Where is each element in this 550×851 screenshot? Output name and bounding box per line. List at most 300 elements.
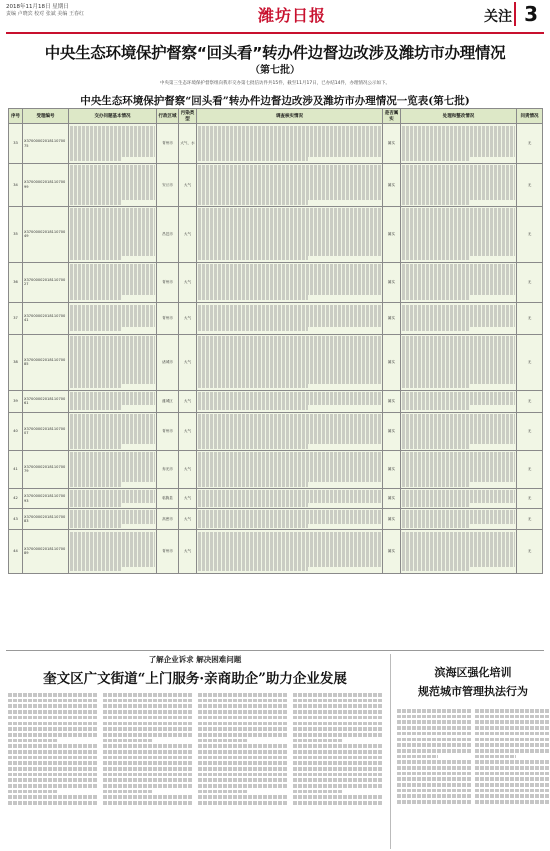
row-handling-text — [401, 412, 517, 450]
table-row — [9, 412, 543, 450]
illegible-text-line — [8, 733, 97, 737]
illegible-text-line — [70, 405, 121, 409]
table-row — [9, 390, 543, 412]
row-accountability: 无 — [517, 206, 543, 262]
illegible-text-line — [8, 727, 97, 731]
row-investigation-text — [197, 164, 383, 207]
row-accurate: 属实 — [383, 206, 401, 262]
masthead — [0, 0, 550, 40]
illegible-text-line — [293, 767, 382, 771]
illegible-text-line — [198, 727, 287, 731]
illegible-text-line — [103, 727, 192, 731]
row-issue-text — [69, 509, 157, 530]
illegible-text-line — [198, 767, 287, 771]
illegible-text-line — [293, 744, 382, 748]
row-area: 寿光市 — [157, 450, 179, 488]
row-case-code: X3700000201811070089 — [23, 529, 69, 573]
row-accurate: 属实 — [383, 412, 401, 450]
right-article-column-1 — [397, 707, 471, 847]
illegible-text-line — [103, 773, 192, 777]
illegible-text-line — [402, 405, 470, 409]
row-investigation-text — [197, 262, 383, 302]
illegible-text-line — [397, 743, 471, 747]
illegible-text-line — [397, 720, 471, 724]
illegible-text-line — [293, 733, 382, 737]
illegible-text-line — [397, 772, 471, 776]
row-accurate: 属实 — [383, 488, 401, 509]
row-handling-text — [401, 509, 517, 530]
row-accountability: 无 — [517, 529, 543, 573]
illegible-text-line — [397, 783, 471, 787]
illegible-text-line — [70, 503, 121, 507]
row-investigation-text — [197, 334, 383, 390]
illegible-text-line — [8, 710, 97, 714]
illegible-text-line — [293, 795, 382, 799]
illegible-text-line — [402, 444, 470, 448]
illegible-text-line — [70, 327, 121, 331]
illegible-text-line — [402, 157, 470, 161]
illegible-text-line — [103, 801, 192, 805]
illegible-text-line — [8, 767, 97, 771]
table-row — [9, 302, 543, 334]
illegible-text-line — [198, 790, 247, 794]
article-column-4 — [293, 691, 382, 849]
illegible-text-line — [397, 766, 471, 770]
illegible-text-line — [293, 784, 382, 788]
illegible-text-line — [8, 704, 97, 708]
illegible-text-line — [70, 200, 121, 204]
masthead-rule — [6, 32, 544, 34]
illegible-text-line — [475, 726, 549, 730]
illegible-text-line — [397, 800, 471, 804]
row-number: 36 — [9, 262, 23, 302]
col-header-area: 行政区域 — [157, 109, 179, 124]
row-investigation-text — [197, 509, 383, 530]
illegible-text-line — [103, 739, 152, 743]
col-header-accurate: 是否属实 — [383, 109, 401, 124]
illegible-text-line — [103, 704, 192, 708]
row-category: 大气 — [179, 529, 197, 573]
row-handling-text — [401, 302, 517, 334]
illegible-text-line — [475, 709, 549, 713]
illegible-text-line — [198, 733, 287, 737]
row-accountability: 无 — [517, 390, 543, 412]
row-issue-text — [69, 450, 157, 488]
illegible-text-line — [8, 795, 97, 799]
col-header-handling: 处理和整改情况 — [401, 109, 517, 124]
intro-notice: 中央第三生态环境保护督察组向我市交办第七批信访件共15件，截至11月17日，已办结14件，办理情况公示如下。 — [160, 81, 390, 86]
row-investigation-text — [197, 390, 383, 412]
row-issue-text — [69, 164, 157, 207]
illegible-text-line — [293, 739, 342, 743]
row-area: 潍城区 — [157, 390, 179, 412]
illegible-text-line — [475, 715, 549, 719]
row-handling-text — [401, 164, 517, 207]
left-article — [8, 654, 382, 849]
illegible-text-line — [70, 295, 121, 299]
illegible-text-line — [402, 256, 470, 260]
col-header-accountability: 问责情况 — [517, 109, 543, 124]
article-kicker: 了解企业诉求 解决困难问题 — [148, 655, 242, 664]
page-number: 3 — [514, 2, 538, 26]
illegible-text-line — [198, 405, 308, 409]
illegible-text-line — [475, 720, 549, 724]
row-number: 35 — [9, 206, 23, 262]
row-case-code: X3700000201811070061 — [23, 390, 69, 412]
illegible-text-line — [8, 801, 97, 805]
illegible-text-line — [70, 524, 121, 528]
illegible-text-line — [103, 699, 192, 703]
row-accurate: 属实 — [383, 164, 401, 207]
row-accountability: 无 — [517, 450, 543, 488]
illegible-text-line — [397, 715, 471, 719]
section-name: 关注 — [484, 9, 512, 25]
row-case-code: X3700000201811070093 — [23, 488, 69, 509]
illegible-text-line — [198, 784, 287, 788]
illegible-text-line — [70, 384, 121, 388]
illegible-text-line — [8, 756, 97, 760]
row-handling-text — [401, 529, 517, 573]
illegible-text-line — [198, 710, 287, 714]
illegible-text-line — [402, 327, 470, 331]
row-issue-text — [69, 390, 157, 412]
row-case-code: X3700000201811070085 — [23, 334, 69, 390]
illegible-text-line — [198, 699, 287, 703]
row-number: 41 — [9, 450, 23, 488]
row-case-code: X3700000201811070099 — [23, 164, 69, 207]
row-category: 大气 — [179, 450, 197, 488]
staff-line: 责编 卢晓宾 校对 张斌 美编 王春红 — [6, 11, 84, 17]
col-header-issue: 交办问题基本情况 — [69, 109, 157, 124]
illegible-text-line — [198, 744, 287, 748]
illegible-text-line — [402, 200, 470, 204]
illegible-text-line — [475, 755, 516, 759]
col-header-category: 污染类型 — [179, 109, 197, 124]
illegible-text-line — [293, 704, 382, 708]
illegible-text-line — [198, 795, 287, 799]
illegible-text-line — [198, 256, 308, 260]
illegible-text-line — [475, 777, 549, 781]
row-case-code: X3700000201811070041 — [23, 302, 69, 334]
article-column-2 — [103, 691, 192, 849]
illegible-text-line — [103, 756, 192, 760]
illegible-text-line — [397, 749, 471, 753]
illegible-text-line — [70, 482, 121, 486]
row-handling-text — [401, 262, 517, 302]
illegible-text-line — [103, 784, 192, 788]
illegible-text-line — [397, 760, 471, 764]
row-case-code: X3700000201811070007 — [23, 412, 69, 450]
table-row — [9, 488, 543, 509]
illegible-text-line — [198, 716, 287, 720]
row-area: 青州市 — [157, 124, 179, 164]
illegible-text-line — [475, 760, 549, 764]
illegible-text-line — [293, 750, 382, 754]
row-accountability: 无 — [517, 124, 543, 164]
right-article-title-line1: 滨海区强化培训 — [434, 666, 512, 679]
col-header-investigation: 调查核实情况 — [197, 109, 383, 124]
col-header-code: 受理编号 — [23, 109, 69, 124]
row-issue-text — [69, 412, 157, 450]
illegible-text-line — [293, 790, 342, 794]
illegible-text-line — [198, 773, 287, 777]
row-number: 42 — [9, 488, 23, 509]
illegible-text-line — [198, 524, 308, 528]
row-investigation-text — [197, 302, 383, 334]
row-number: 33 — [9, 124, 23, 164]
illegible-text-line — [8, 778, 97, 782]
illegible-text-line — [475, 738, 549, 742]
row-issue-text — [69, 302, 157, 334]
row-accountability: 无 — [517, 262, 543, 302]
illegible-text-line — [475, 732, 549, 736]
row-handling-text — [401, 334, 517, 390]
illegible-text-line — [198, 200, 308, 204]
row-category: 大气 — [179, 509, 197, 530]
row-accurate: 属实 — [383, 262, 401, 302]
right-article — [390, 654, 549, 849]
row-category: 大气 — [179, 390, 197, 412]
illegible-text-line — [293, 801, 382, 805]
illegible-text-line — [8, 744, 97, 748]
illegible-text-line — [293, 716, 382, 720]
illegible-text-line — [103, 767, 192, 771]
row-area: 昌邑市 — [157, 206, 179, 262]
row-accountability: 无 — [517, 334, 543, 390]
main-headline: 中央生态环境保护督察“回头看”转办件边督边改涉及潍坊市办理情况 — [44, 44, 506, 62]
row-handling-text — [401, 450, 517, 488]
row-case-code: X3700000201811070049 — [23, 206, 69, 262]
illegible-text-line — [103, 710, 192, 714]
row-category: 大气 — [179, 488, 197, 509]
illegible-text-line — [8, 773, 97, 777]
illegible-text-line — [8, 693, 97, 697]
row-number: 44 — [9, 529, 23, 573]
row-issue-text — [69, 262, 157, 302]
illegible-text-line — [475, 789, 549, 793]
illegible-text-line — [70, 256, 121, 260]
row-investigation-text — [197, 529, 383, 573]
illegible-text-line — [103, 790, 152, 794]
row-handling-text — [401, 206, 517, 262]
illegible-text-line — [402, 503, 470, 507]
dateline — [6, 4, 84, 18]
illegible-text-line — [198, 739, 247, 743]
row-area: 临朐县 — [157, 488, 179, 509]
illegible-text-line — [198, 384, 308, 388]
article-column-1 — [8, 691, 97, 849]
row-category: 大气 — [179, 262, 197, 302]
row-area: 安丘市 — [157, 164, 179, 207]
row-case-code: X3700000201811070079 — [23, 450, 69, 488]
illegible-text-line — [8, 699, 97, 703]
table-row — [9, 124, 543, 164]
table-row — [9, 334, 543, 390]
table-header-row — [9, 109, 543, 124]
illegible-text-line — [103, 716, 192, 720]
sub-headline: （第七批） — [250, 65, 300, 76]
row-investigation-text — [197, 206, 383, 262]
col-header-no: 序号 — [9, 109, 23, 124]
illegible-text-line — [8, 722, 97, 726]
row-handling-text — [401, 488, 517, 509]
illegible-text-line — [198, 761, 287, 765]
row-accurate: 属实 — [383, 124, 401, 164]
row-investigation-text — [197, 488, 383, 509]
illegible-text-line — [397, 732, 471, 736]
right-article-column-2 — [475, 707, 549, 847]
illegible-text-line — [397, 777, 471, 781]
illegible-text-line — [198, 722, 287, 726]
row-accountability: 无 — [517, 164, 543, 207]
table-title: 中央生态环境保护督察“回头看”转办件边督边改涉及潍坊市办理情况一览表(第七批) — [80, 95, 470, 107]
row-handling-text — [401, 390, 517, 412]
illegible-text-line — [402, 295, 470, 299]
illegible-text-line — [198, 750, 287, 754]
illegible-text-line — [402, 384, 470, 388]
illegible-text-line — [402, 567, 470, 571]
illegible-text-line — [293, 699, 382, 703]
illegible-text-line — [397, 738, 471, 742]
row-issue-text — [69, 488, 157, 509]
illegible-text-line — [198, 327, 308, 331]
illegible-text-line — [103, 761, 192, 765]
illegible-text-line — [198, 704, 287, 708]
illegible-text-line — [198, 778, 287, 782]
illegible-text-line — [198, 756, 287, 760]
row-case-code: X3700000201811070027 — [23, 262, 69, 302]
illegible-text-line — [103, 693, 192, 697]
illegible-text-line — [293, 761, 382, 765]
illegible-text-line — [475, 772, 549, 776]
newspaper-logo: 潍坊日报 — [258, 6, 327, 25]
row-issue-text — [69, 206, 157, 262]
illegible-text-line — [475, 743, 549, 747]
row-accountability: 无 — [517, 412, 543, 450]
illegible-text-line — [198, 157, 308, 161]
illegible-text-line — [397, 794, 471, 798]
illegible-text-line — [198, 444, 308, 448]
illegible-text-line — [198, 801, 287, 805]
row-accurate: 属实 — [383, 450, 401, 488]
row-accurate: 属实 — [383, 390, 401, 412]
issue-date: 2018年11月18日 星期日 — [6, 4, 69, 10]
illegible-text-line — [397, 726, 471, 730]
row-category: 大气 — [179, 206, 197, 262]
illegible-text-line — [8, 784, 97, 788]
illegible-text-line — [8, 761, 97, 765]
illegible-text-line — [397, 755, 438, 759]
illegible-text-line — [70, 157, 121, 161]
illegible-text-line — [402, 524, 470, 528]
right-article-body — [397, 707, 549, 847]
illegible-text-line — [8, 790, 57, 794]
illegible-text-line — [475, 783, 549, 787]
row-accurate: 属实 — [383, 334, 401, 390]
row-case-code: X3700000201811070083 — [23, 509, 69, 530]
illegible-text-line — [475, 766, 549, 770]
row-accountability: 无 — [517, 302, 543, 334]
row-investigation-text — [197, 124, 383, 164]
illegible-text-line — [70, 444, 121, 448]
illegible-text-line — [103, 778, 192, 782]
illegible-text-line — [70, 567, 121, 571]
illegible-text-line — [198, 503, 308, 507]
cases-table — [8, 108, 543, 574]
row-area: 诸城市 — [157, 334, 179, 390]
row-accountability: 无 — [517, 488, 543, 509]
illegible-text-line — [293, 756, 382, 760]
row-number: 43 — [9, 509, 23, 530]
row-category: 大气 — [179, 334, 197, 390]
illegible-text-line — [397, 789, 471, 793]
row-area: 青州市 — [157, 262, 179, 302]
row-case-code: X3700000201811070075 — [23, 124, 69, 164]
illegible-text-line — [103, 795, 192, 799]
illegible-text-line — [293, 778, 382, 782]
illegible-text-line — [198, 693, 287, 697]
illegible-text-line — [198, 295, 308, 299]
illegible-text-line — [293, 693, 382, 697]
table-row — [9, 262, 543, 302]
illegible-text-line — [402, 482, 470, 486]
row-accurate: 属实 — [383, 509, 401, 530]
illegible-text-line — [103, 744, 192, 748]
illegible-text-line — [293, 727, 382, 731]
row-issue-text — [69, 334, 157, 390]
row-investigation-text — [197, 412, 383, 450]
row-area: 高密市 — [157, 509, 179, 530]
article-body — [8, 691, 382, 849]
illegible-text-line — [8, 739, 57, 743]
table-row — [9, 206, 543, 262]
row-area: 青州市 — [157, 302, 179, 334]
illegible-text-line — [198, 567, 308, 571]
illegible-text-line — [293, 710, 382, 714]
row-category: 大气 — [179, 164, 197, 207]
article-title: 奎文区广文街道“上门服务·亲商助企”助力企业发展 — [43, 671, 347, 687]
illegible-text-line — [198, 482, 308, 486]
row-number: 40 — [9, 412, 23, 450]
illegible-text-line — [475, 800, 549, 804]
illegible-text-line — [8, 716, 97, 720]
table-row — [9, 164, 543, 207]
row-issue-text — [69, 124, 157, 164]
row-number: 37 — [9, 302, 23, 334]
illegible-text-line — [293, 773, 382, 777]
row-number: 39 — [9, 390, 23, 412]
row-accurate: 属实 — [383, 529, 401, 573]
row-category: 大气、水 — [179, 124, 197, 164]
row-accurate: 属实 — [383, 302, 401, 334]
illegible-text-line — [397, 709, 471, 713]
illegible-text-line — [103, 733, 192, 737]
illegible-text-line — [103, 750, 192, 754]
row-area: 青州市 — [157, 412, 179, 450]
illegible-text-line — [293, 722, 382, 726]
row-category: 大气 — [179, 412, 197, 450]
row-number: 38 — [9, 334, 23, 390]
table-row — [9, 450, 543, 488]
right-article-title-line2: 规范城市管理执法行为 — [418, 685, 528, 698]
table-row — [9, 529, 543, 573]
illegible-text-line — [103, 722, 192, 726]
section-divider — [6, 650, 544, 651]
row-area: 青州市 — [157, 529, 179, 573]
row-category: 大气 — [179, 302, 197, 334]
illegible-text-line — [8, 750, 97, 754]
row-handling-text — [401, 124, 517, 164]
